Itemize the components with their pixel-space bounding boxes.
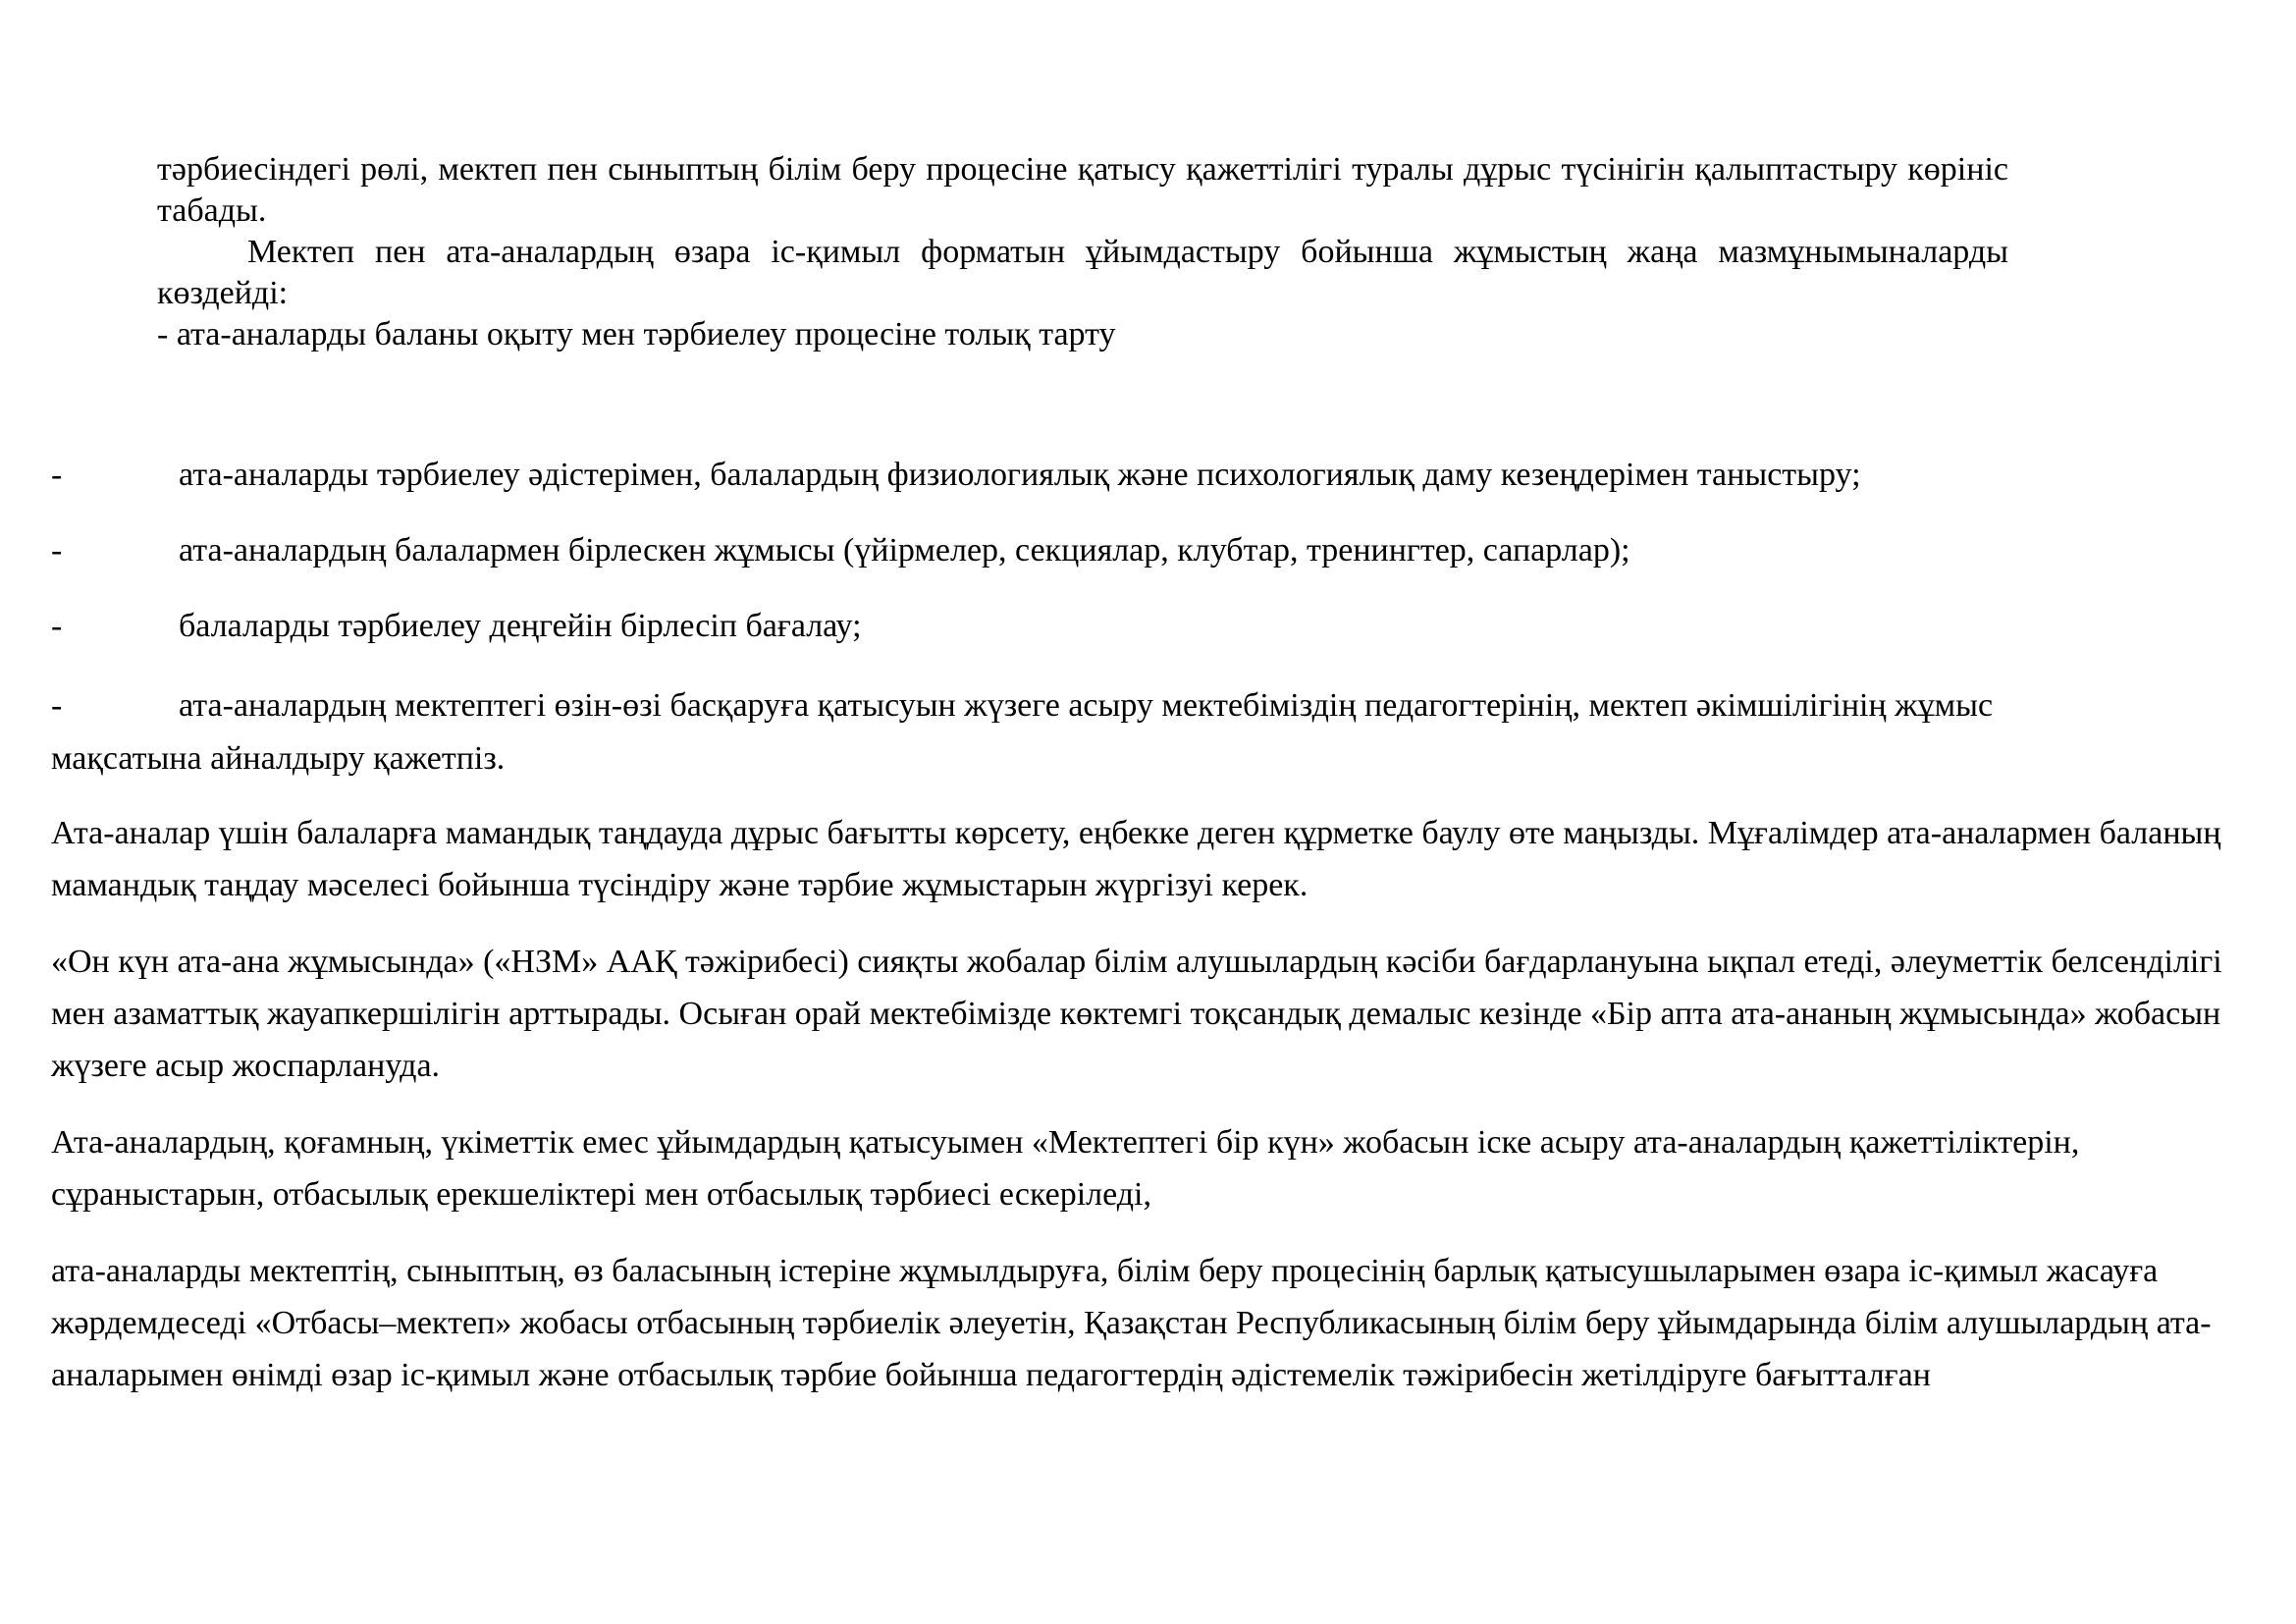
list-item-wrapped: [51, 679, 2271, 785]
intro-paragraph-format: Мектеп пен ата-аналардың өзара іс-қимыл форматын ұйымдастыру бойынша жұмыстың жаңа мазмұнымыналарды көздейді:: [157, 234, 2008, 311]
list-dash: -: [51, 532, 63, 568]
list-item-second-line: мақсатына айналдыру қажетпіз.: [51, 740, 506, 777]
list-item-first-line: [51, 679, 2271, 732]
intro-paragraph-continuation: тәрбиесіндегі рөлі, мектеп пен сыныптың білім беру процесіне қатысу қажеттілігі туралы дұрыс түсінігін қалыптастыру көрініс табады.: [157, 151, 2008, 229]
list-item-text: ата-аналардың мектептегі өзін-өзі басқаруға қатысуын жүзеге асыру мектебіміздің педагогтерінің, мектеп әкімшілігінің жұмыс: [179, 687, 1994, 724]
intro-block: [157, 149, 2008, 355]
list-dash: -: [51, 608, 63, 644]
paragraph-family-school-project: ата-аналарды мектептің, сыныптың, өз баласының істеріне жұмылдыруға, білім беру процесінің барлық қатысушыларымен өзара іс-қимыл жасауға жәрдемдеседі «Отбасы–мектеп» жобасы отбасының тәрбиелік әлеуетін, Қазақстан Республикасының білім беру ұйымдарында білім алушылардың ата-аналарымен өнімді өзар іс-қимыл және отбасылық тәрбие бойынша педагогтердің әдістемелік тәжірибесін жетілдіруге бағытталған: [51, 1253, 2212, 1393]
list-item-text: балаларды тәрбиелеу деңгейін бірлесіп бағалау;: [179, 608, 862, 644]
paragraph-ten-days-project: «Он күн ата-ана жұмысында» («НЗМ» ААҚ тәжірибесі) сияқты жобалар білім алушылардың кәсіби бағдарлануына ықпал етеді, әлеуметтік белсенділігі мен азаматтық жауапкершілігін арттырады. Осыған орай мектебімізде көктемгі тоқсандық демалыс кезінде «Бір апта ата-ананың жұмысында» жобасын жүзеге асыр жоспарлануда.: [51, 944, 2222, 1084]
list-dash: -: [51, 457, 63, 493]
intro-paragraph-involvement: - ата-аналарды баланы оқыту мен тәрбиелеу процесіне толық тарту: [157, 316, 1116, 352]
list-item-text: ата-аналардың балалармен бірлескен жұмысы (үйірмелер, секциялар, клубтар, тренингтер, сапарлар);: [179, 532, 1630, 568]
paragraph-one-day-project: Ата-аналардың, қоғамның, үкіметтік емес ұйымдардың қатысуымен «Мектептегі бір күн» жобасын іске асыру ата-аналардың қажеттіліктерін, сұраныстарын, отбасылық ерекшеліктері мен отбасылық тәрбиесі ескеріледі,: [51, 1124, 2080, 1213]
paragraph-career-guidance: Ата-аналар үшін балаларға мамандық таңдауда дұрыс бағытты көрсету, еңбекке деген құрметке баулу өте маңызды. Мұғалімдер ата-аналармен баланың мамандық таңдау мәселесі бойынша түсіндіру және тәрбие жұмыстарын жүргізуі керек.: [51, 815, 2221, 903]
list-item-text: ата-аналарды тәрбиелеу әдістерімен, балалардың физиологиялық және психологиялық даму кезеңдерімен таныстыру;: [179, 457, 1861, 493]
list-dash: -: [51, 687, 63, 724]
